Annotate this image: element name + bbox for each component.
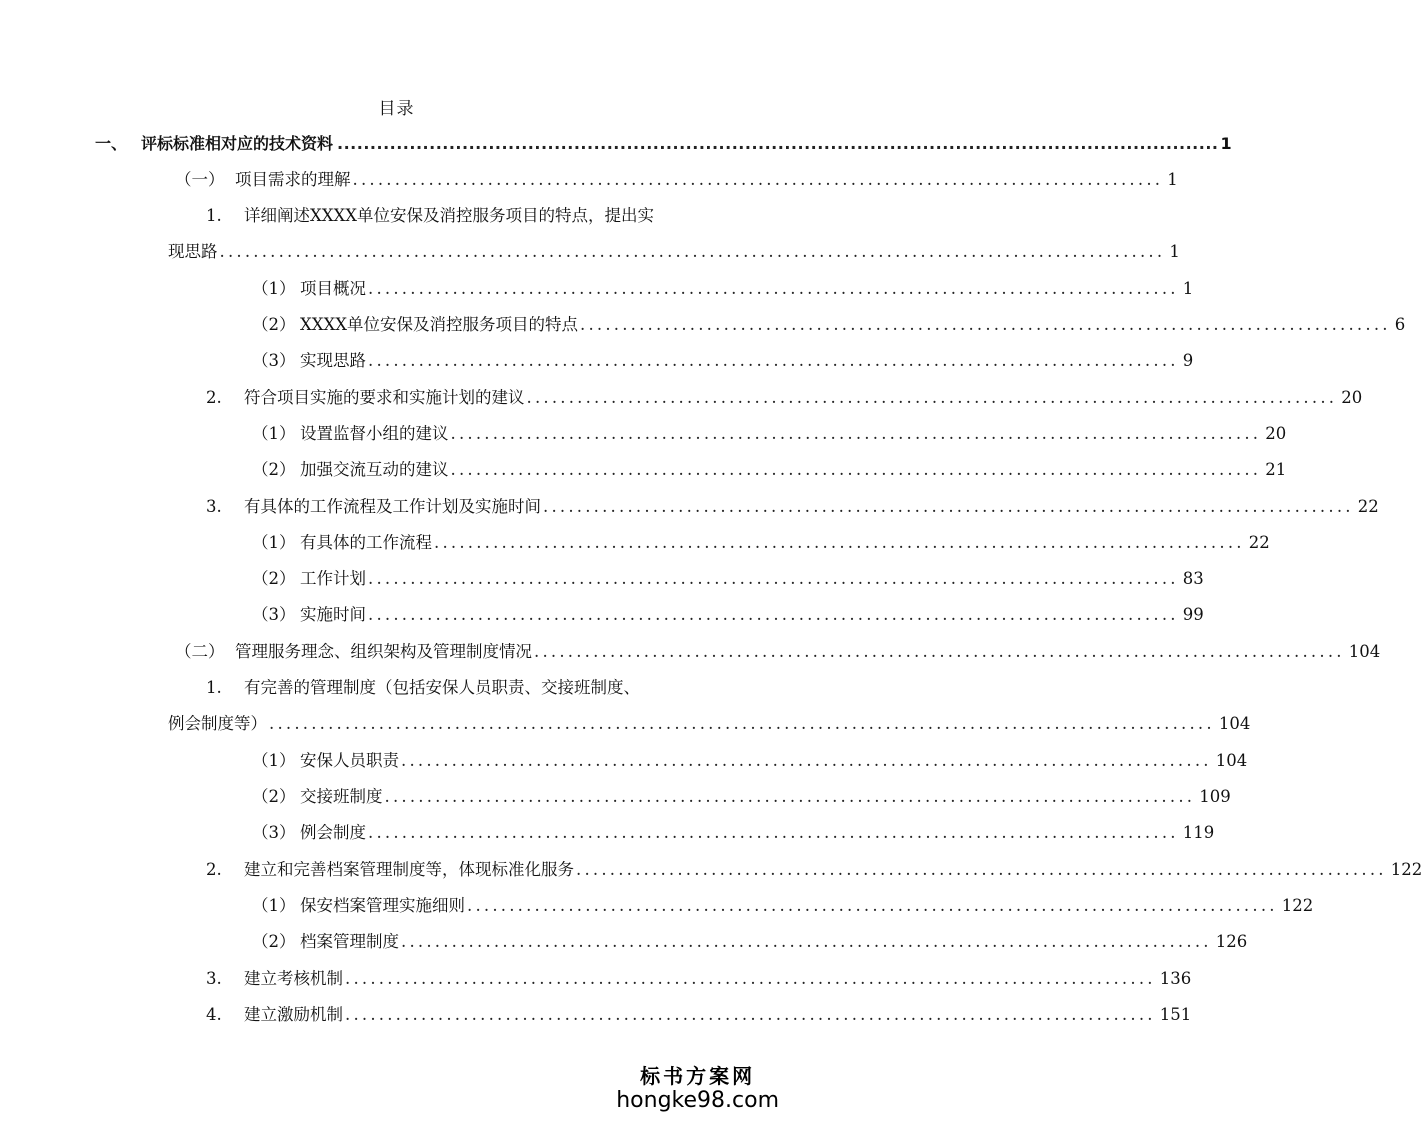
toc-entry-page: 6 [1394,315,1406,334]
toc-entry-number: （2） [252,787,296,806]
toc-entry-page: 1 [1220,134,1232,153]
toc-leader-dots: ................................................................................................ [401,751,1212,770]
toc-entry-number: 4. [206,1005,222,1024]
toc-entry-page: 122 [1281,896,1314,915]
toc-entry-number: （2） [252,315,296,334]
toc-entry-number: （2） [252,932,296,951]
toc-entry-text: 管理服务理念、组织架构及管理制度情况 [235,642,532,661]
toc-entry-number: （1） [252,533,296,552]
toc-entry-page: 1 [1169,242,1180,261]
toc-entry-item[interactable] [206,857,1422,883]
toc-entry-subitem[interactable] [252,748,1248,774]
toc-entry-page: 136 [1159,969,1192,988]
toc-entry-item[interactable] [206,203,700,229]
toc-entry-text: 实施时间 [300,605,366,624]
toc-entry-page: 119 [1182,823,1215,842]
toc-leader-dots: ................................................................................................ [384,787,1196,806]
toc-leader-dots: ................................................................................................ [580,315,1391,334]
toc-entry-subitem[interactable] [252,893,1314,919]
toc-entry-number: （3） [252,605,296,624]
toc-entry-item[interactable] [206,675,700,701]
toc-leader-dots: ................................................................................................ [434,533,1245,552]
toc-entry-number: （2） [252,460,296,479]
toc-entry-page: 1 [1167,170,1178,189]
toc-entry-text: 详细阐述XXXX单位安保及消控服务项目的特点，提出实 [244,206,654,225]
toc-entry-number: （1） [252,424,296,443]
toc-entry-number: 1. [206,678,222,697]
toc-entry-number: （1） [252,279,296,298]
toc-entry-text: 项目概况 [300,279,366,298]
toc-entry-text: 例会制度等） [168,714,267,733]
toc-entry-item[interactable] [206,385,1363,411]
toc-entry-page: 9 [1182,351,1194,370]
toc-entry-subitem[interactable] [252,820,1215,846]
toc-entry-page: 21 [1265,460,1287,479]
toc-entry-text: 建立激励机制 [244,1005,343,1024]
toc-entry-subitem[interactable] [252,602,1204,628]
toc-leader-dots: ................................................................................................ [450,424,1262,443]
toc-leader-dots: ................................................................................................ [401,932,1212,951]
toc-entry-text: 工作计划 [300,569,366,588]
toc-entry-text: 符合项目实施的要求和实施计划的建议 [244,388,525,407]
toc-entry-page: 126 [1215,932,1248,951]
toc-entry-number: （一） [175,170,225,189]
toc-entry-text: 有完善的管理制度（包括安保人员职责、交接班制度、 [244,678,640,697]
toc-entry-subitem[interactable] [252,929,1248,955]
toc-entry-page: 20 [1341,388,1363,407]
toc-entry-number: 一、 [95,134,128,153]
toc-entry-subitem[interactable] [252,348,1194,374]
toc-entry-number: 3. [206,969,222,988]
toc-entry-page: 109 [1199,787,1231,806]
watermark-name: 标书方案网 [640,1064,756,1088]
toc-leader-dots: ................................................................................................ [345,969,1156,988]
toc-entry-subitem[interactable] [252,421,1287,447]
toc-leader-dots: ...................................................................................................................................... [337,134,1219,153]
toc-entry-text: 安保人员职责 [300,751,399,770]
toc-entry-number: （3） [252,823,296,842]
toc-entry-text: 有具体的工作流程 [300,533,432,552]
toc-leader-dots: ................................................................................................ [576,860,1387,879]
toc-entry-continuation[interactable] [168,711,1251,737]
toc-leader-dots: ................................................................................................ [534,642,1345,661]
toc-entry-page: 22 [1248,533,1270,552]
toc-entry-text: XXXX单位安保及消控服务项目的特点 [300,315,578,334]
toc-leader-dots: ................................................................................................ [526,388,1338,407]
toc-entry-section[interactable] [175,639,1381,665]
toc-leader-dots: ................................................................................................ [345,1005,1156,1024]
watermark-url: hongke98.com [616,1088,779,1113]
toc-entry-number: （1） [252,751,296,770]
toc-entry-page: 20 [1265,424,1287,443]
toc-entry-number: （1） [252,896,296,915]
toc-entry-text: 加强交流互动的建议 [300,460,449,479]
toc-entry-subitem[interactable] [252,566,1204,592]
toc-leader-dots: ................................................................................................................ [269,714,1215,733]
toc-entry-item[interactable] [206,1002,1192,1028]
toc-leader-dots: ................................................................................................ [368,605,1179,624]
toc-leader-dots: ................................................................................................ [352,170,1164,189]
toc-entry-subitem[interactable] [252,312,1406,338]
watermark [616,1064,779,1114]
toc-entry-subitem[interactable] [252,784,1231,810]
toc-leader-dots: ................................................................................................ [368,279,1179,298]
toc-title: 目录 [378,99,415,119]
toc-leader-dots: ................................................................................................ [368,823,1179,842]
toc-entry-text: 保安档案管理实施细则 [300,896,465,915]
toc-entry-subitem[interactable] [252,276,1194,302]
toc-entry-page: 83 [1182,569,1204,588]
toc-leader-dots: ................................................................................................ [467,896,1278,915]
toc-entry-number: 2. [206,388,222,407]
toc-leader-dots: ................................................................................................................ [219,242,1166,261]
toc-entry-subitem[interactable] [252,457,1287,483]
toc-entry-section[interactable] [175,167,1178,193]
toc-entry-text: 档案管理制度 [300,932,399,951]
toc-entry-number: 1. [206,206,222,225]
toc-leader-dots: ................................................................................................ [450,460,1262,479]
toc-entry-text: 建立和完善档案管理制度等，体现标准化服务 [244,860,574,879]
toc-entry-chapter-1[interactable] [95,131,1232,157]
toc-entry-number: 3. [206,497,222,516]
toc-entry-text: 设置监督小组的建议 [300,424,449,443]
toc-entry-text: 有具体的工作流程及工作计划及实施时间 [244,497,541,516]
toc-entry-number: （二） [175,642,225,661]
toc-entry-page: 104 [1348,642,1381,661]
toc-leader-dots: ................................................................................................ [368,569,1179,588]
toc-entry-page: 1 [1182,279,1194,298]
toc-entry-page: 22 [1357,497,1379,516]
toc-entry-page: 104 [1218,714,1251,733]
toc-leader-dots: ................................................................................................ [543,497,1354,516]
toc-entry-text: 项目需求的理解 [235,170,351,189]
toc-entry-text: 建立考核机制 [244,969,343,988]
toc-entry-item[interactable] [206,494,1379,520]
toc-entry-text: 例会制度 [300,823,366,842]
toc-entry-page: 151 [1159,1005,1192,1024]
toc-entry-subitem[interactable] [252,530,1270,556]
toc-entry-page: 99 [1182,605,1204,624]
toc-entry-text: 实现思路 [300,351,366,370]
toc-entry-page: 104 [1215,751,1248,770]
toc-entry-text: 交接班制度 [300,787,383,806]
toc-entry-page: 122 [1390,860,1422,879]
toc-entry-text: 现思路 [168,242,218,261]
toc-entry-continuation[interactable] [168,239,1180,265]
toc-entry-item[interactable] [206,966,1192,992]
toc-entry-number: （3） [252,351,296,370]
toc-entry-text: 评标标准相对应的技术资料 [141,134,334,153]
toc-leader-dots: ................................................................................................ [368,351,1179,370]
toc-entry-number: 2. [206,860,222,879]
toc-entry-number: （2） [252,569,296,588]
